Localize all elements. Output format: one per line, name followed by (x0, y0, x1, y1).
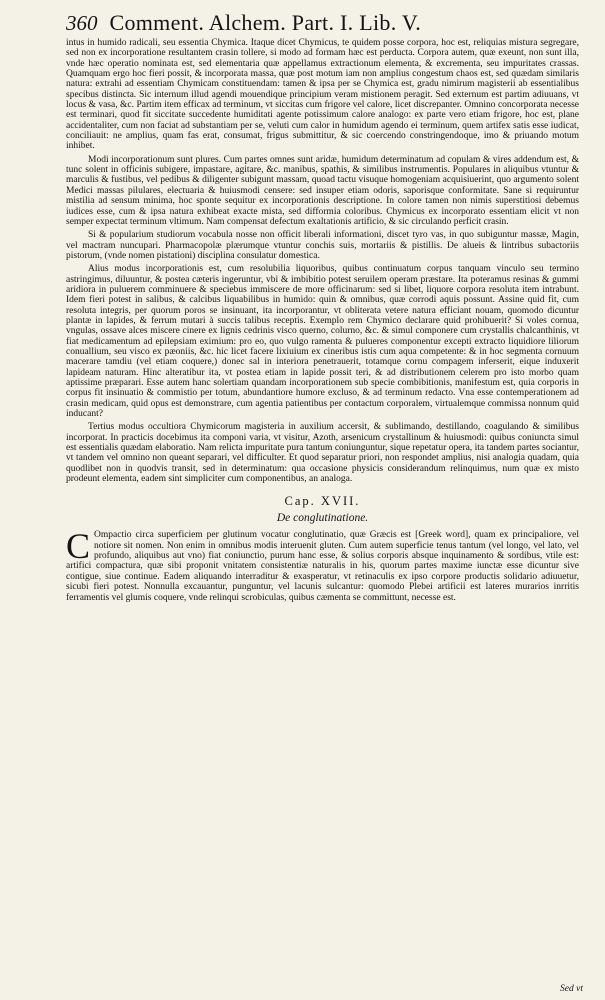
running-title: Comment. Alchem. Part. I. Lib. V. (109, 10, 422, 35)
paragraph-5: Tertius modus occultiora Chymicorum magisteria in auxilium accersit, & sublimando, destillando, coagulando & similibus incorporat. In practicis docebimus ita componi varia, vt visitur, Azoth, arsenicum crystallinum & huiusmodi: quibus coniuncta simul est essentialis quædam elaboratio. Nam relicta impuritate pura tantum coniunguntur, sique repetatur opera, ita tandem partes sociantur, vt tandem vel omnino non queant separari, vel difficulter. Et quod separatur priori, non respondet amplius, nisi analogia quadam, quia quodlibet non in quodvis transit, sed in determinatum: qua occasione physicis considerandum relinquimus, num quæ ex misto prodeunt elementa, eadem sint simpliciter cum componentibus, an analoga. (66, 422, 579, 485)
paragraph-4: Alius modus incorporationis est, cum resolubilia liquoribus, quibus continuatum corpus tanquam vinculo seu termino astringimus, diluuntur, & postea cæteris ingeruntur, vbi & imbibitio potest seruilem operam præstare. Ita poteramus resinas & gummi aridiora in puluerem comminuere & speciebus immiscere de more officinarum: sed si libet, liquore corpora resoluta item intrabunt. Idem fieri potest in salibus, & calcibus liquabilibus in humido: quin & omnibus, quæ corrodi aquis possunt. Assine quid fit, cum resoluta integris, per quorum poros se insinuant, ita incorporantur, vt obliterata vetere natura efficiant nouam, quomodo dicuntur plantæ in lapides, & ferrum mutari à succis talibus receptis. Exemplo rem Chymico declarare quid prohibuerit? Si voles cornua, vngulas, ossave alces miscere cinere ex lignis cedrinis visco querno, colurno, &c. & simul componere cum crystallis chalcanthinis, vt fiat medicamentum ad epilepsiam eximium: pro eo, quo vulgo ramenta & pulueres componentur excepti extracto liquidiore liliorum conuallium, seu visco ex pæoniis, &c. hic licet facere lixiuium ex cineribus istis cum aqua competente: & in hoc segmenta cornuum macerare tamdiu (vel etiam coquere,) donec sal in interiora penetrauerit, totamque cornu compagem inferserit, eique induxerit lapideam naturam. Hinc alteratibur ita, vt postea etiam in lapide possit teri, & ad distributionem celerem pro isto morbo quam aptissime præparari. Esse autem hanc solertiam quandam incorporationem sub specie combibitionis, manifestum est, quia corporis in corpus fit insinuatio & commistio per totum, abundantiore humore excluso, & ad terminum redacto. Vna esse contemperationem ad crasin medicam, quid opus est demonstrare, cum agentia patientibus per contactum corporalem, virtualemque commissa nonnum quid inducant? (66, 264, 579, 420)
catchword: Sed vt (560, 984, 583, 994)
chapter-paragraph-text: Ompactio circa superficiem per glutinum vocatur conglutinatio, quæ Græcis est [Greek word], quam ex principaliore, vel notiore sit nomen. Non enim in omnibus modis interuenit gluten. Cum autem superficie tenus tantum (vel longo, vel lato, vel profundo, aliquibus aut vno) fiat coniunctio, purum hanc esse, & solius corporis absque inquinamento & sordibus, vtile est: artifici compactura, quæ sibi proponit vnitatem consistentiæ naturalis in his, quorum partes maxime iunctæ esse dicuntur sive contigue, siue continue. Eadem aliquando interraditur & exasperatur, vt retinaculis ex ipso corpore productis solidario adiuuetur, sicubi fieri potest. Nonnulla excauantur, punguntur, vel lacunis sulcantur: quomodo Plebei artificii est lateres murarios inrritis ferramentis vel glumis coquere, vnde relinqui scrobiculas, quibus cæmenta se committunt, necesse est. (66, 530, 579, 603)
drop-cap: C (66, 526, 91, 567)
paragraph-1: intus in humido radicali, seu essentia Chymica. Itaque dicet Chymicus, te quidem posse corpora, hoc est, reliquias mistura segregare, sed non ex incorporatione resultantem crasin tollere, si modo ad formam hæc est perducta. Corpora autem, quæ exeunt, non sunt illa, vnde hæc operatio nominata est, sed elementaria quæ appellamus extractionum elementa, & excrementa, seu impuritates crassas. Quamquam ergo hoc fieri possit, & incorporata massa, quæ post motum iam non amplius congestum chaos est, sed quædam similaris natura: extrahi ad essentiam Chymicam constituendam: tamen & ipsa per se Chymica est, gradu nimirum magisterii ab essentialibus specibus distincta. Sic internum illud agendi mouendique principium veram mistionem peragit. Sed externum est partim adiuuans, vt locus & vasa, &c. Partim item efficax ad terminum, vt siccitas cum frigore vel calore, licet discrepanter. Omnino concorporata necesse est terminari, quod fit siccitate succedente humiditati agente potissimum calore analogo: ex parte vero etiam frigore, hoc est, plane accidentaliter, cum non faciat ad substantiam per se, veluti cum calor in humidum agendo ei terminum, quem artifex satis esse iudicat, conciliauit: ne amplius, quam fas erat, consumat, frigus submittitur, & sic coercendo constringendoque, imo & priuando motum inhibet. (66, 38, 579, 152)
paragraph-2: Modi incorporationum sunt plures. Cum partes omnes sunt aridæ, humidum determinatum ad copulam & vires addendum est, & tunc solent in officinis subigere, impastare, agitare, &c. manibus, spathis, & similibus instrumentis. Populares in aliquibus vtuntur & marculis & fustibus, vel pedibus & diligenter subigunt massam, quoad tactu visuque homogeniam acquisiuerint, quo argumento solent Medici massas pilulares, electuaria & huiusmodi censere: sed insuper etiam odoris, saporisque conformitate. Sane si requiruntur mistilia ad sensum minima, hoc sponte sequitur ex incorporationis descriptione. In colore tamen non nimis superstitiosi debemus iudices esse, cum & ipsa natura exhibeat exacte mista, sed difformia coloribus. Chymicus ex incorporato essentiam elicit vt non semper expectat terminum vltimum. Nam compensat defectum exaltationis artificio, & sic circulando perficit crasin. (66, 154, 579, 227)
chapter-label: Cap. XVII. (284, 494, 361, 509)
page-number: 360 (66, 11, 98, 35)
chapter-title: De conglutinatione. (276, 512, 369, 525)
chapter-paragraph (66, 526, 579, 603)
paragraph-3: Si & popularium studiorum vocabula nosse non officit liberali informationi, discet tyro vas, in quo subiguntur massæ, Magin, vel mactram nuncupari. Pharmacopolæ plærumque vtuntur conchis suis, mortariis & pistillis. De alueis & lintribus subactoriis pistorum, (vnde nomen pistationi) disciplina consulatur domestica. (66, 230, 579, 261)
running-head (66, 8, 579, 38)
main-text (66, 38, 579, 484)
